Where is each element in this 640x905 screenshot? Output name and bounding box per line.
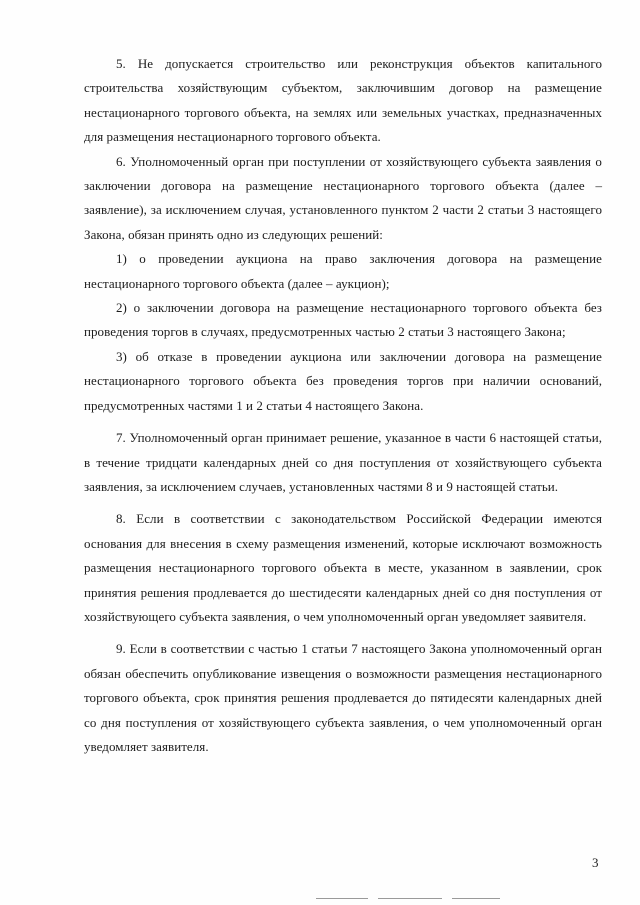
paragraph-9: 9. Если в соответствии с частью 1 статьи 7 настоящего Закона уполномоченный орган обязан обеспечить опубликование извещения о возможности размещения нестационарного торгового объекта, срок принятия решения продлевается до пятидесяти календарных дней со дня поступления от хозяйствующего субъекта заявления, о чем уполномоченный орган уведомляет заявителя. xyxy=(84,641,602,754)
document-body xyxy=(84,52,602,759)
page-number: 3 xyxy=(592,855,599,870)
paragraph-6-item-3: 3) об отказе в проведении аукциона или заключении договора на размещение нестационарного торгового объекта без проведения торгов при наличии оснований, предусмотренных частями 1 и 2 статьи 4 настоящего Закона. xyxy=(84,348,602,413)
scan-edge-line xyxy=(452,898,500,899)
scan-edge-line xyxy=(316,898,368,899)
paragraph-7: 7. Уполномоченный орган принимает решение, указанное в части 6 настоящей статьи, в течение тридцати календарных дней со дня поступления от хозяйствующего субъекта заявления, за исключением случаев, установленных частями 8 и 9 настоящей статьи. xyxy=(84,430,602,494)
scan-edge-line xyxy=(378,898,442,899)
paragraph-6: 6. Уполномоченный орган при поступлении от хозяйствующего субъекта заявления о заключении договора на размещение нестационарного торгового объекта (далее – заявление), за исключением случая, установленного пунктом 2 части 2 статьи 3 настоящего Закона, обязан принять одно из следующих решений: xyxy=(84,153,602,242)
paragraph-6-item-2: 2) о заключении договора на размещение нестационарного торгового объекта без проведения торгов в случаях, предусмотренных частью 2 статьи 3 настоящего Закона; xyxy=(84,300,602,340)
paragraph-5: 5. Не допускается строительство или реконструкция объектов капитального строительства хозяйствующим субъектом, заключившим договор на размещение нестационарного торгового объекта, на землях или земельных участках, предназначенных для размещения нестационарного торгового объекта. xyxy=(84,56,602,145)
paragraph-8: 8. Если в соответствии с законодательством Российской Федерации имеются основания для внесения в схему размещения изменений, которые исключают возможность размещения нестационарного торгового объекта в месте, указанном в заявлении, срок принятия решения продлевается до шестидесяти календарных дней со дня поступления от хозяйствующего субъекта заявления, о чем уполномоченный орган уведомляет заявителя. xyxy=(84,511,602,624)
paragraph-6-item-1: 1) о проведении аукциона на право заключения договора на размещение нестационарного торгового объекта (далее – аукцион); xyxy=(84,251,602,291)
